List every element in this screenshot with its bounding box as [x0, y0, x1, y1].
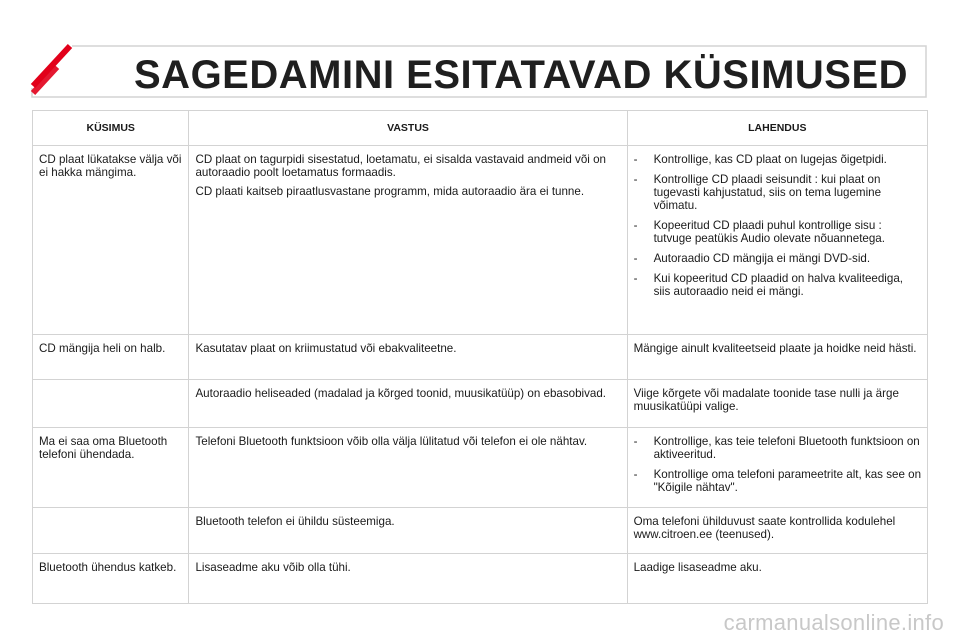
dash-bullet: - — [633, 153, 638, 166]
answer-cell: Autoraadio heliseaded (madalad ja kõrged toonid, muusikatüüp) on ebasobivad. — [189, 380, 627, 428]
question-cell-empty — [33, 508, 189, 554]
question-cell: CD plaat lükatakse välja või ei hakka mängima. — [33, 146, 189, 335]
header-solution: LAHENDUS — [627, 111, 927, 146]
answer-cell: Lisaseadme aku võib olla tühi. — [189, 554, 627, 604]
solution-cell: Mängige ainult kvaliteetseid plaate ja hoidke neid hästi. — [627, 335, 927, 380]
list-item: - Kopeeritud CD plaadi puhul kontrollige sisu : tutvuge peatükis Audio olevate nõuannetega. — [633, 219, 885, 245]
table-row — [33, 380, 928, 428]
solution-list — [634, 435, 921, 494]
question-cell-empty — [33, 380, 189, 428]
table-row — [33, 428, 928, 508]
answer-cell: Kasutatav plaat on kriimustatud või ebakvaliteetne. — [189, 335, 627, 380]
question-cell: CD mängija heli on halb. — [33, 335, 189, 380]
dash-bullet: - — [633, 435, 638, 448]
header-answer: VASTUS — [189, 111, 627, 146]
dash-bullet: - — [633, 272, 638, 285]
solution-cell: Viige kõrgete või madalate toonide tase nulli ja ärge muusikatüüpi valige. — [627, 380, 927, 428]
list-item: - Kontrollige CD plaadi seisundit : kui plaat on tugevasti kahjustatud, siis on tema lugemine võimatu. — [633, 173, 882, 212]
page-title: SAGEDAMINI ESITATAVAD KÜSIMUSED — [134, 53, 909, 97]
table-row — [33, 335, 928, 380]
question-cell: Ma ei saa oma Bluetooth telefoni ühendada. — [33, 428, 189, 508]
table-row — [33, 146, 928, 335]
list-item: - Autoraadio CD mängija ei mängi DVD-sid. — [633, 252, 871, 265]
list-item: - Kontrollige oma telefoni parameetrite alt, kas see on "Kõigile nähtav". — [633, 468, 922, 494]
solution-cell: Laadige lisaseadme aku. — [627, 554, 927, 604]
list-item: - Kui kopeeritud CD plaadid on halva kvaliteediga, siis autoraadio neid ei mängi. — [633, 272, 903, 298]
red-corner-bar-top — [33, 46, 70, 86]
watermark-text: carmanualsonline.info — [723, 610, 944, 635]
table-row — [33, 508, 928, 554]
answer-paragraph: CD plaat on tagurpidi sisestatud, loetamatu, ei sisalda vastavaid andmeid või on autoraadio poolt loetamatus formaadis. — [195, 153, 606, 179]
header-question: KÜSIMUS — [33, 111, 189, 146]
answer-paragraph: CD plaati kaitseb piraatlusvastane programm, mida autoraadio ära ei tunne. — [195, 185, 585, 198]
dash-bullet: - — [633, 173, 638, 186]
solution-cell: Oma telefoni ühilduvust saate kontrollida kodulehel www.citroen.ee (teenused). — [627, 508, 927, 554]
dash-bullet: - — [633, 219, 638, 232]
question-cell: Bluetooth ühendus katkeb. — [33, 554, 189, 604]
solution-cell — [627, 146, 927, 335]
answer-cell: Bluetooth telefon ei ühildu süsteemiga. — [189, 508, 627, 554]
answer-cell — [189, 146, 627, 335]
faq-table — [32, 110, 928, 604]
solution-list — [634, 153, 921, 298]
list-item: - Kontrollige, kas CD plaat on lugejas õigetpidi. — [633, 153, 887, 166]
table-header-row — [33, 111, 928, 146]
answer-cell: Telefoni Bluetooth funktsioon võib olla välja lülitatud või telefon ei ole nähtav. — [189, 428, 627, 508]
table-row — [33, 554, 928, 604]
dash-bullet: - — [633, 468, 638, 481]
solution-cell — [627, 428, 927, 508]
dash-bullet: - — [633, 252, 638, 265]
list-item: - Kontrollige, kas teie telefoni Bluetooth funktsioon on aktiveeritud. — [633, 435, 920, 461]
